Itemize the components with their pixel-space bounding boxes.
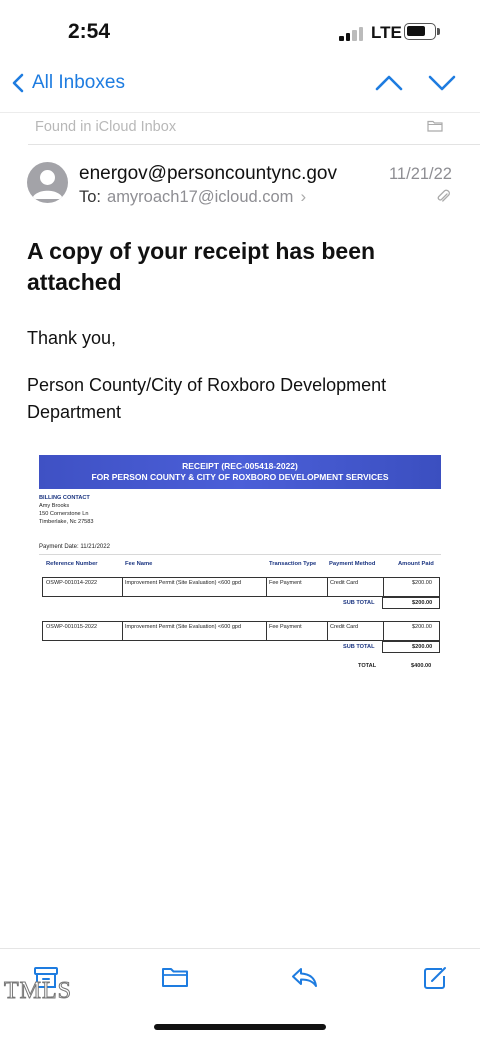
billing-name: Amy Brooks bbox=[39, 503, 70, 509]
status-time: 2:54 bbox=[68, 20, 111, 43]
compose-icon bbox=[422, 966, 448, 990]
back-label: All Inboxes bbox=[32, 72, 125, 93]
sender-avatar[interactable] bbox=[27, 162, 68, 203]
column-header: Fee Name bbox=[125, 561, 153, 567]
receipt-subtitle: FOR PERSON COUNTY & CITY OF ROXBORO DEVELOPMENT SERVICES bbox=[91, 472, 389, 482]
found-in-label: Found in iCloud Inbox bbox=[35, 119, 177, 135]
total-value: $400.00 bbox=[411, 663, 432, 669]
column-header: Amount Paid bbox=[398, 561, 434, 567]
recipient-address: amyroach17@icloud.com bbox=[107, 187, 294, 206]
subtotal-label: SUB TOTAL bbox=[343, 644, 375, 650]
body-greeting: Thank you, bbox=[27, 328, 117, 348]
move-button[interactable] bbox=[161, 966, 189, 993]
amount-paid: $200.00 bbox=[412, 624, 432, 630]
chevron-left-icon bbox=[12, 73, 24, 93]
next-message-button[interactable] bbox=[428, 74, 456, 97]
billing-address-2: Timberlake, Nc 27583 bbox=[39, 519, 94, 525]
back-button[interactable] bbox=[12, 72, 125, 94]
battery-icon bbox=[404, 23, 436, 40]
receipt-attachment[interactable] bbox=[30, 448, 450, 694]
chevron-right-icon: › bbox=[300, 187, 307, 206]
message-date: 11/21/22 bbox=[388, 165, 452, 183]
reference-number: OSWP-001015-2022 bbox=[46, 624, 98, 630]
paperclip-icon bbox=[436, 188, 450, 209]
subtotal-box bbox=[382, 641, 440, 653]
column-header: Reference Number bbox=[46, 561, 98, 567]
recipient-row[interactable] bbox=[79, 187, 306, 207]
table-row bbox=[42, 577, 440, 597]
total-label: TOTAL bbox=[358, 663, 377, 669]
home-indicator[interactable] bbox=[154, 1024, 326, 1030]
nav-bar bbox=[0, 62, 480, 108]
subtotal-value: $200.00 bbox=[412, 644, 433, 650]
table-row bbox=[42, 621, 440, 641]
network-label: LTE bbox=[371, 23, 402, 42]
status-bar bbox=[0, 0, 480, 62]
move-to-folder-icon[interactable] bbox=[427, 119, 443, 137]
fee-name: Improvement Permit (Site Evaluation) <600 gpd bbox=[125, 580, 242, 586]
column-header: Payment Method bbox=[329, 561, 376, 567]
column-header: Transaction Type bbox=[269, 561, 317, 567]
subtotal-value: $200.00 bbox=[412, 600, 433, 606]
payment-method: Credit Card bbox=[330, 624, 359, 630]
receipt-header bbox=[39, 455, 441, 489]
subtotal-box bbox=[382, 597, 440, 609]
transaction-type: Fee Payment bbox=[269, 624, 302, 630]
fee-name: Improvement Permit (Site Evaluation) <600 gpd bbox=[125, 624, 242, 630]
body-signature: Person County/City of Roxboro Development Department bbox=[27, 375, 387, 422]
payment-method: Credit Card bbox=[330, 580, 359, 586]
reply-icon bbox=[290, 966, 318, 988]
divider bbox=[39, 554, 441, 555]
found-in-banner bbox=[0, 112, 480, 142]
divider bbox=[28, 144, 480, 145]
watermark-logo: TMLS bbox=[4, 978, 73, 1004]
receipt-title: RECEIPT (REC-005418-2022) bbox=[182, 461, 298, 471]
to-prefix: To: bbox=[79, 187, 102, 206]
cellular-signal-icon bbox=[339, 25, 365, 41]
subtotal-label: SUB TOTAL bbox=[343, 600, 375, 606]
billing-label: BILLING CONTACT bbox=[39, 495, 90, 501]
payment-date: Payment Date: 11/21/2022 bbox=[39, 544, 110, 550]
billing-contact bbox=[39, 494, 94, 526]
previous-message-button[interactable] bbox=[375, 74, 403, 97]
compose-button[interactable] bbox=[422, 966, 448, 995]
amount-paid: $200.00 bbox=[412, 580, 432, 586]
chevron-up-icon bbox=[375, 74, 403, 92]
person-icon bbox=[27, 162, 68, 203]
chevron-down-icon bbox=[428, 74, 456, 92]
battery-nub bbox=[437, 28, 440, 35]
folder-icon bbox=[161, 966, 189, 988]
message-subject: A copy of your receipt has been attached bbox=[27, 238, 376, 295]
billing-address-1: 150 Cornerstone Ln bbox=[39, 511, 89, 517]
sender-address[interactable]: energov@personcountync.gov bbox=[79, 163, 338, 184]
reply-button[interactable] bbox=[290, 966, 318, 993]
transaction-type: Fee Payment bbox=[269, 580, 302, 586]
reference-number: OSWP-001014-2022 bbox=[46, 580, 98, 586]
